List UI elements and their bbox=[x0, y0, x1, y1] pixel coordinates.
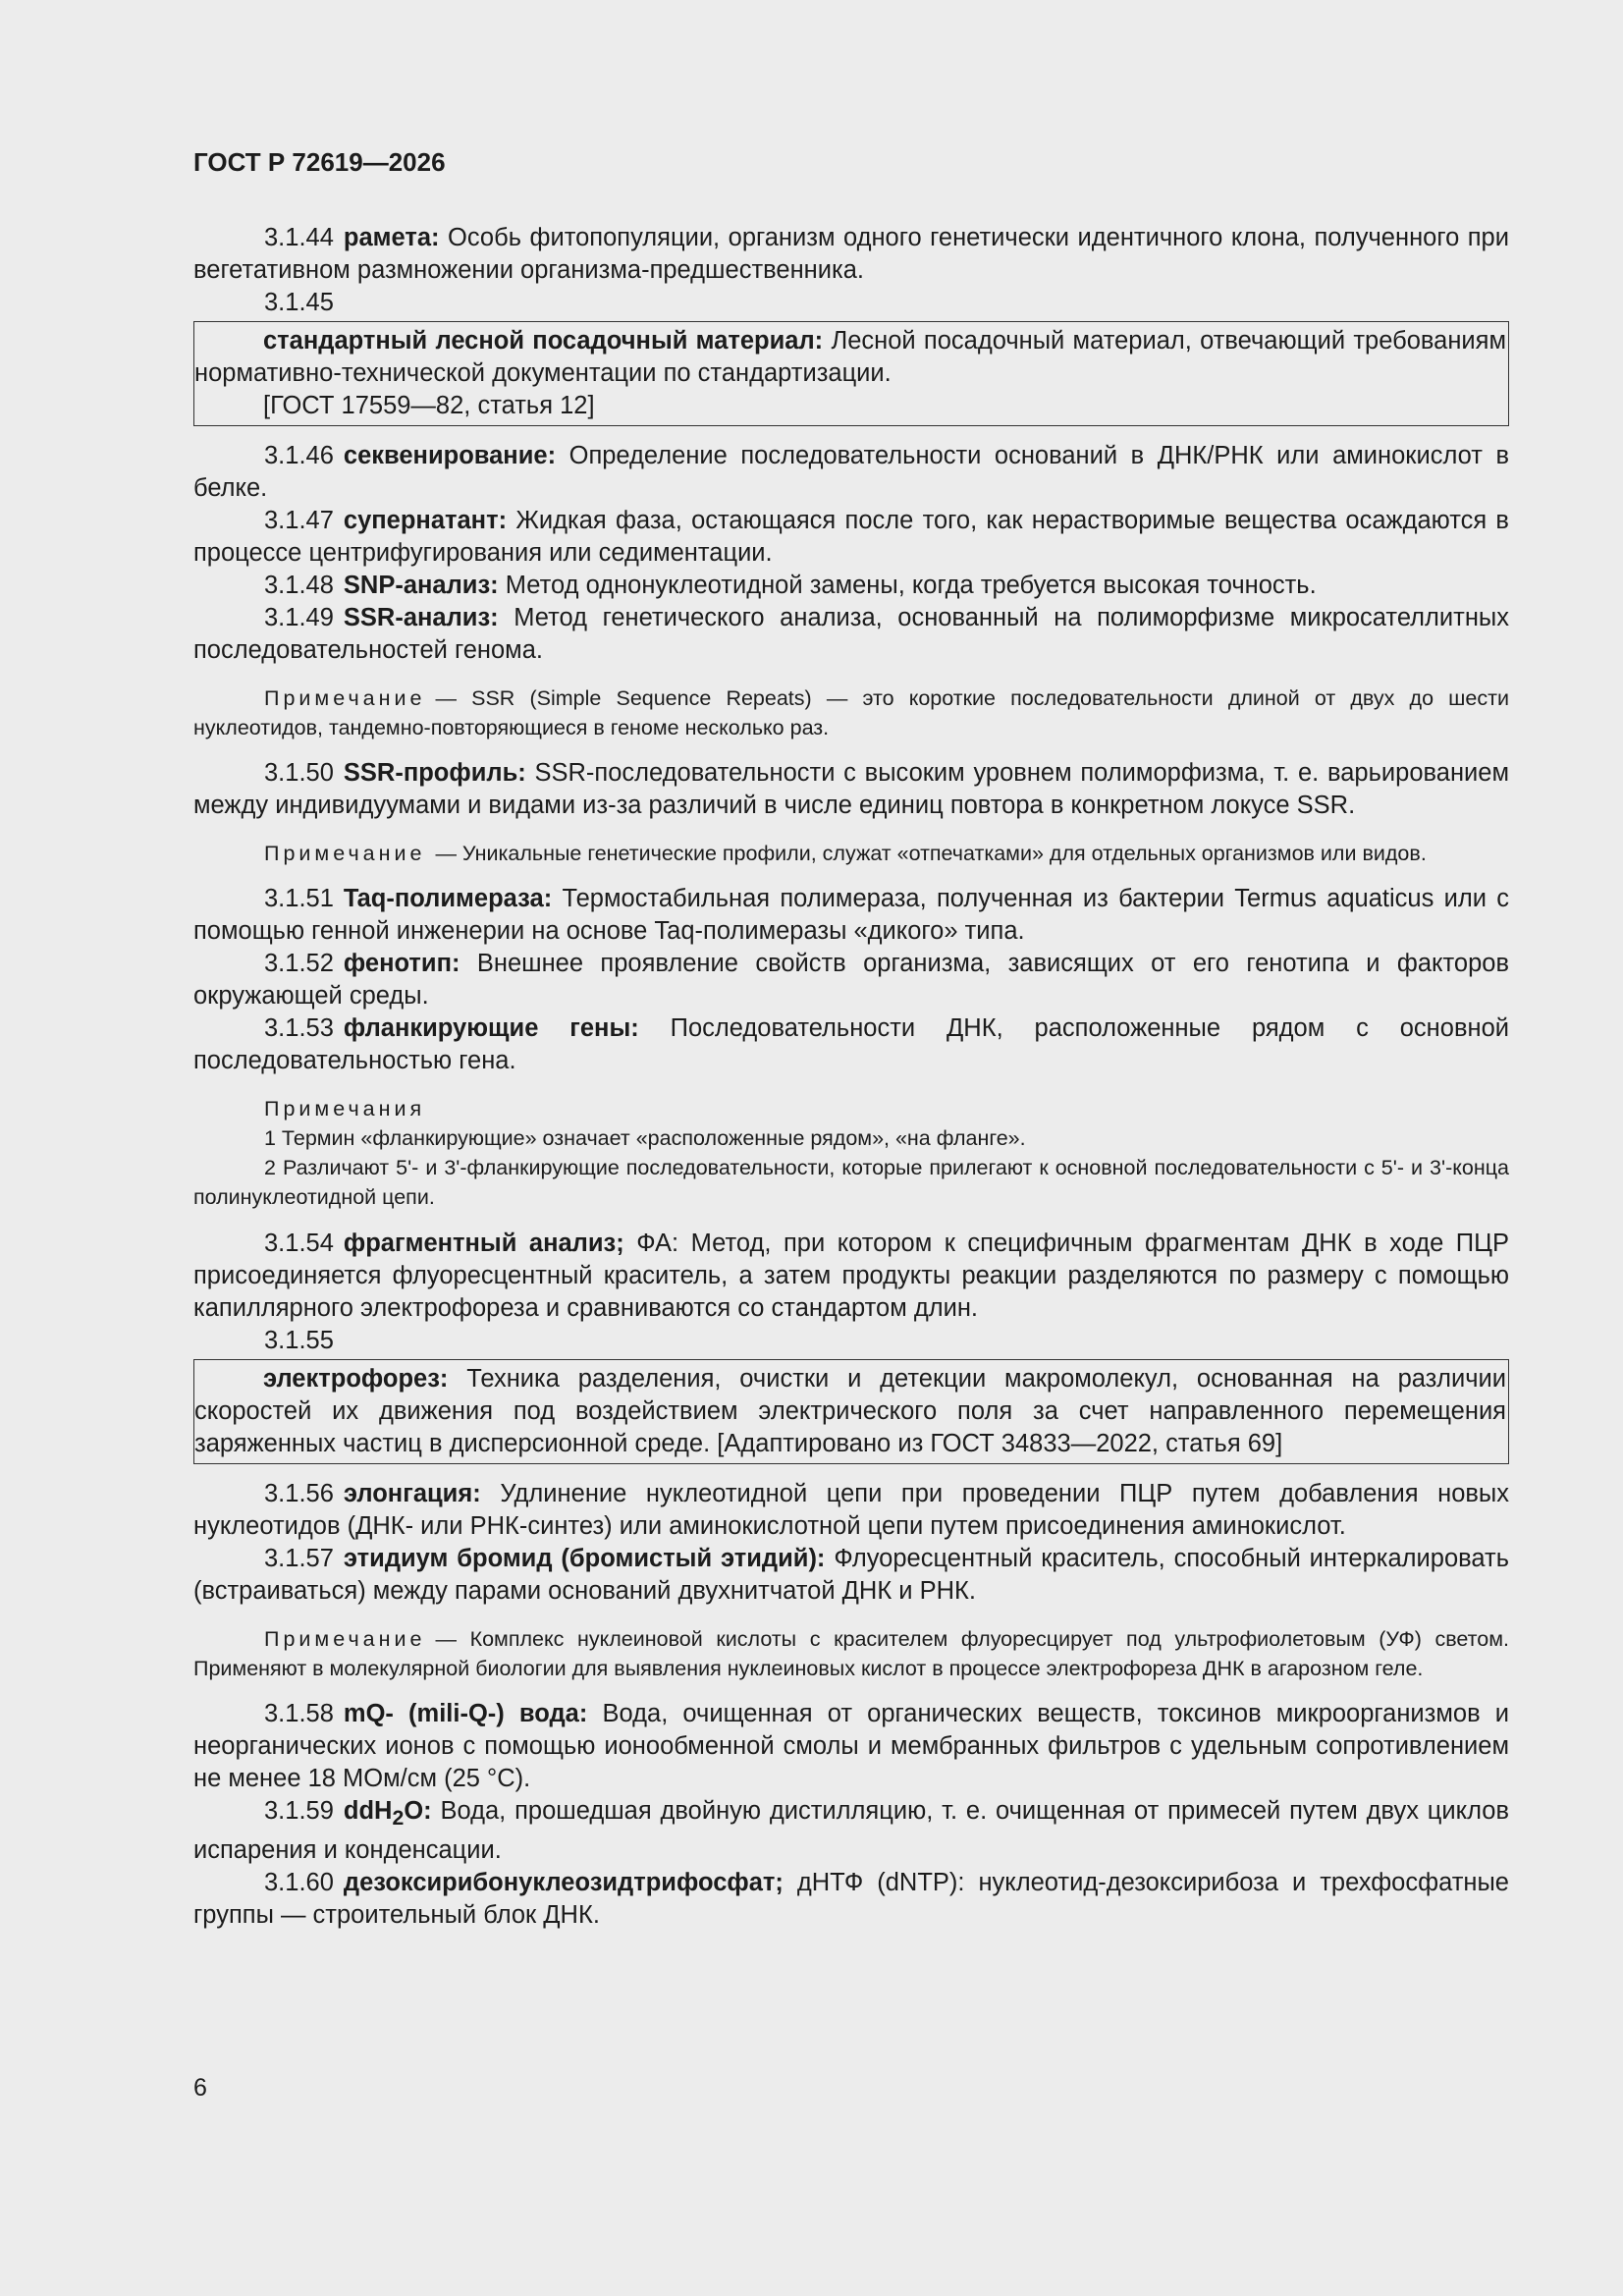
term-number: 3.1.52 bbox=[264, 950, 334, 977]
term-name: SNP-анализ: bbox=[343, 572, 499, 599]
term-number: 3.1.57 bbox=[264, 1545, 334, 1572]
term-definition: SSR-последовательности с высоким уровнем полиморфизма, т. е. варьированием между индивидуумами и видами из-за различий в числе единиц повтора в конкретном локусе SSR. bbox=[193, 759, 1509, 819]
note-label: Примечание bbox=[264, 842, 426, 865]
term-3-1-46 bbox=[193, 440, 1509, 505]
term-definition: ФА: Метод, при котором к специфичным фрагментам ДНК в ходе ПЦР присоединяется флуоресцентный краситель, а затем продукты реакции разделяются по размеру с помощью капиллярного электрофореза и сравниваются со стандартом длин. bbox=[193, 1230, 1509, 1322]
term-number: 3.1.59 bbox=[264, 1797, 334, 1825]
page-number: 6 bbox=[193, 2074, 207, 2102]
term-3-1-53 bbox=[193, 1012, 1509, 1077]
term-name-part: O: bbox=[404, 1797, 432, 1825]
term-3-1-54 bbox=[193, 1228, 1509, 1325]
term-definition: Лесной посадочный материал, отвечающий требованиям нормативно-технической документации по стандартизации. bbox=[194, 327, 1506, 387]
page-content bbox=[193, 222, 1509, 1932]
term-name: супернатант: bbox=[343, 507, 508, 534]
note-label: Примечание bbox=[264, 686, 426, 710]
term-3-1-52 bbox=[193, 948, 1509, 1012]
term-3-1-49 bbox=[193, 602, 1509, 667]
term-3-1-59 bbox=[193, 1795, 1509, 1867]
term-3-1-44 bbox=[193, 222, 1509, 287]
term-source-reference: [ГОСТ 17559—82, статья 12] bbox=[263, 392, 595, 419]
term-name: mQ- (mili-Q-) вода: bbox=[343, 1700, 588, 1727]
term-definition: Последовательности ДНК, расположенные рядом с основной последовательностью гена. bbox=[193, 1014, 1509, 1074]
note-text: — SSR (Simple Sequence Repeats) — это короткие последовательности длиной от двух до шести нуклеотидов, тандемно-повторяющиеся в геноме несколько раз. bbox=[193, 686, 1509, 739]
term-3-1-45 bbox=[194, 325, 1508, 390]
term-definition: Удлинение нуклеотидной цепи при проведении ПЦР путем добавления новых нуклеотидов (ДНК- или РНК-синтез) или аминокислотной цепи путем присоединения аминокислот. bbox=[193, 1480, 1510, 1540]
term-definition: Особь фитопопуляции, организм одного генетически идентичного клона, полученного при вегетативном размножении организма-предшественника. bbox=[193, 224, 1509, 284]
term-name: рамета: bbox=[343, 224, 440, 251]
note-item-2: 2 Различают 5'- и 3'-фланкирующие последовательности, которые прилегают к основной последовательности с 5'- и 3'-конца полинуклеотидной цепи. bbox=[193, 1156, 1509, 1209]
term-definition: Метод генетического анализа, основанный на полиморфизме микросателлитных последовательностей генома. bbox=[193, 604, 1509, 664]
term-number: 3.1.54 bbox=[264, 1230, 334, 1257]
term-definition: Внешнее проявление свойств организма, зависящих от его генотипа и факторов окружающей среды. bbox=[193, 950, 1509, 1010]
term-3-1-47 bbox=[193, 505, 1509, 570]
term-number: 3.1.51 bbox=[264, 885, 334, 912]
term-name-part: ddH bbox=[343, 1797, 393, 1825]
term-3-1-48 bbox=[193, 570, 1509, 602]
term-3-1-57 bbox=[193, 1543, 1509, 1608]
term-3-1-55-number bbox=[193, 1325, 1509, 1357]
term-definition: Техника разделения, очистки и детекции макромолекул, основанная на различии скоростей их движения под воздействием электрического поля за счет направленного перемещения заряженных частиц в дисперсионной среде. [Адаптировано из ГОСТ 34833—2022, статья 69] bbox=[194, 1365, 1506, 1457]
term-number: 3.1.53 bbox=[264, 1014, 334, 1042]
term-name: стандартный лесной посадочный материал: bbox=[263, 327, 824, 355]
term-name: электрофорез: bbox=[263, 1365, 449, 1393]
term-number: 3.1.50 bbox=[264, 759, 334, 787]
term-3-1-56 bbox=[193, 1478, 1509, 1543]
document-header: ГОСТ Р 72619—2026 bbox=[193, 147, 446, 177]
term-definition: Вода, прошедшая двойную дистилляцию, т. е. очищенная от примесей путем двух циклов испарения и конденсации. bbox=[193, 1797, 1509, 1865]
term-definition: Определение последовательности оснований в ДНК/РНК или аминокислот в белке. bbox=[193, 442, 1510, 502]
term-number: 3.1.46 bbox=[264, 442, 334, 469]
term-3-1-51 bbox=[193, 883, 1509, 948]
quoted-term-box bbox=[193, 321, 1509, 426]
subscript: 2 bbox=[392, 1806, 405, 1831]
note-3-1-57 bbox=[193, 1624, 1509, 1683]
term-name: дезоксирибонуклеозидтрифосфат; bbox=[343, 1869, 784, 1897]
term-name: фланкирующие гены: bbox=[343, 1014, 639, 1042]
term-name: фрагментный анализ; bbox=[343, 1230, 624, 1257]
note-text: — Комплекс нуклеиновой кислоты с красителем флуоресцирует под ультрофиолетовым (УФ) светом. Применяют в молекулярной биологии для выявления нуклеиновых кислот в процессе электрофореза ДНК в агарозном геле. bbox=[193, 1627, 1509, 1680]
term-name: секвенирование: bbox=[343, 442, 557, 469]
term-number: 3.1.56 bbox=[264, 1480, 334, 1507]
term-name: этидиум бромид (бромистый этидий): bbox=[343, 1545, 826, 1572]
term-name: элонгация: bbox=[343, 1480, 481, 1507]
note-text: — Уникальные генетические профили, служат «отпечатками» для отдельных организмов или видов. bbox=[435, 842, 1427, 865]
term-definition: Термостабильная полимераза, полученная из бактерии Termus aquaticus или с помощью генной инженерии на основе Taq-полимеразы «дикого» типа. bbox=[193, 885, 1509, 945]
quoted-term-box bbox=[193, 1359, 1509, 1464]
term-number: 3.1.47 bbox=[264, 507, 334, 534]
term-number: 3.1.58 bbox=[264, 1700, 334, 1727]
note-3-1-49 bbox=[193, 683, 1509, 742]
term-definition: Метод однонуклеотидной замены, когда требуется высокая точность. bbox=[505, 572, 1317, 599]
term-3-1-50 bbox=[193, 757, 1509, 822]
term-name: SSR-профиль: bbox=[343, 759, 526, 787]
notes-heading: Примечания bbox=[264, 1097, 426, 1121]
term-definition: Вода, очищенная от органических веществ, токсинов микроорганизмов и неорганических ионов с помощью ионообменной смолы и мембранных фильтров с удельным сопротивлением не менее 18 МОм/см (25 °С). bbox=[193, 1700, 1509, 1792]
term-name: фенотип: bbox=[343, 950, 460, 977]
term-number: 3.1.44 bbox=[264, 224, 334, 251]
note-3-1-50 bbox=[193, 839, 1509, 868]
term-number: 3.1.45 bbox=[264, 289, 334, 316]
term-3-1-45-number bbox=[193, 287, 1509, 319]
term-number: 3.1.60 bbox=[264, 1869, 334, 1897]
term-3-1-55 bbox=[194, 1363, 1508, 1460]
term-name: SSR-анализ: bbox=[343, 604, 499, 631]
note-item-1: 1 Термин «фланкирующие» означает «расположенные рядом», «на фланге». bbox=[264, 1126, 1026, 1150]
term-number: 3.1.48 bbox=[264, 572, 334, 599]
term-3-1-58 bbox=[193, 1698, 1509, 1795]
term-name bbox=[343, 1797, 432, 1831]
term-definition: Жидкая фаза, остающаяся после того, как нерастворимые вещества осаждаются в процессе центрифугирования или седиментации. bbox=[193, 507, 1509, 567]
term-name: Taq-полимераза: bbox=[343, 885, 553, 912]
term-definition: дНТФ (dNTP): нуклеотид-дезоксирибоза и трехфосфатные группы — строительный блок ДНК. bbox=[193, 1869, 1509, 1930]
note-label: Примечание bbox=[264, 1627, 426, 1651]
term-3-1-60 bbox=[193, 1867, 1509, 1932]
term-number: 3.1.49 bbox=[264, 604, 334, 631]
term-definition: Флуоресцентный краситель, способный интеркалировать (встраиваться) между парами оснований двухнитчатой ДНК и РНК. bbox=[193, 1545, 1509, 1605]
term-number: 3.1.55 bbox=[264, 1327, 334, 1354]
